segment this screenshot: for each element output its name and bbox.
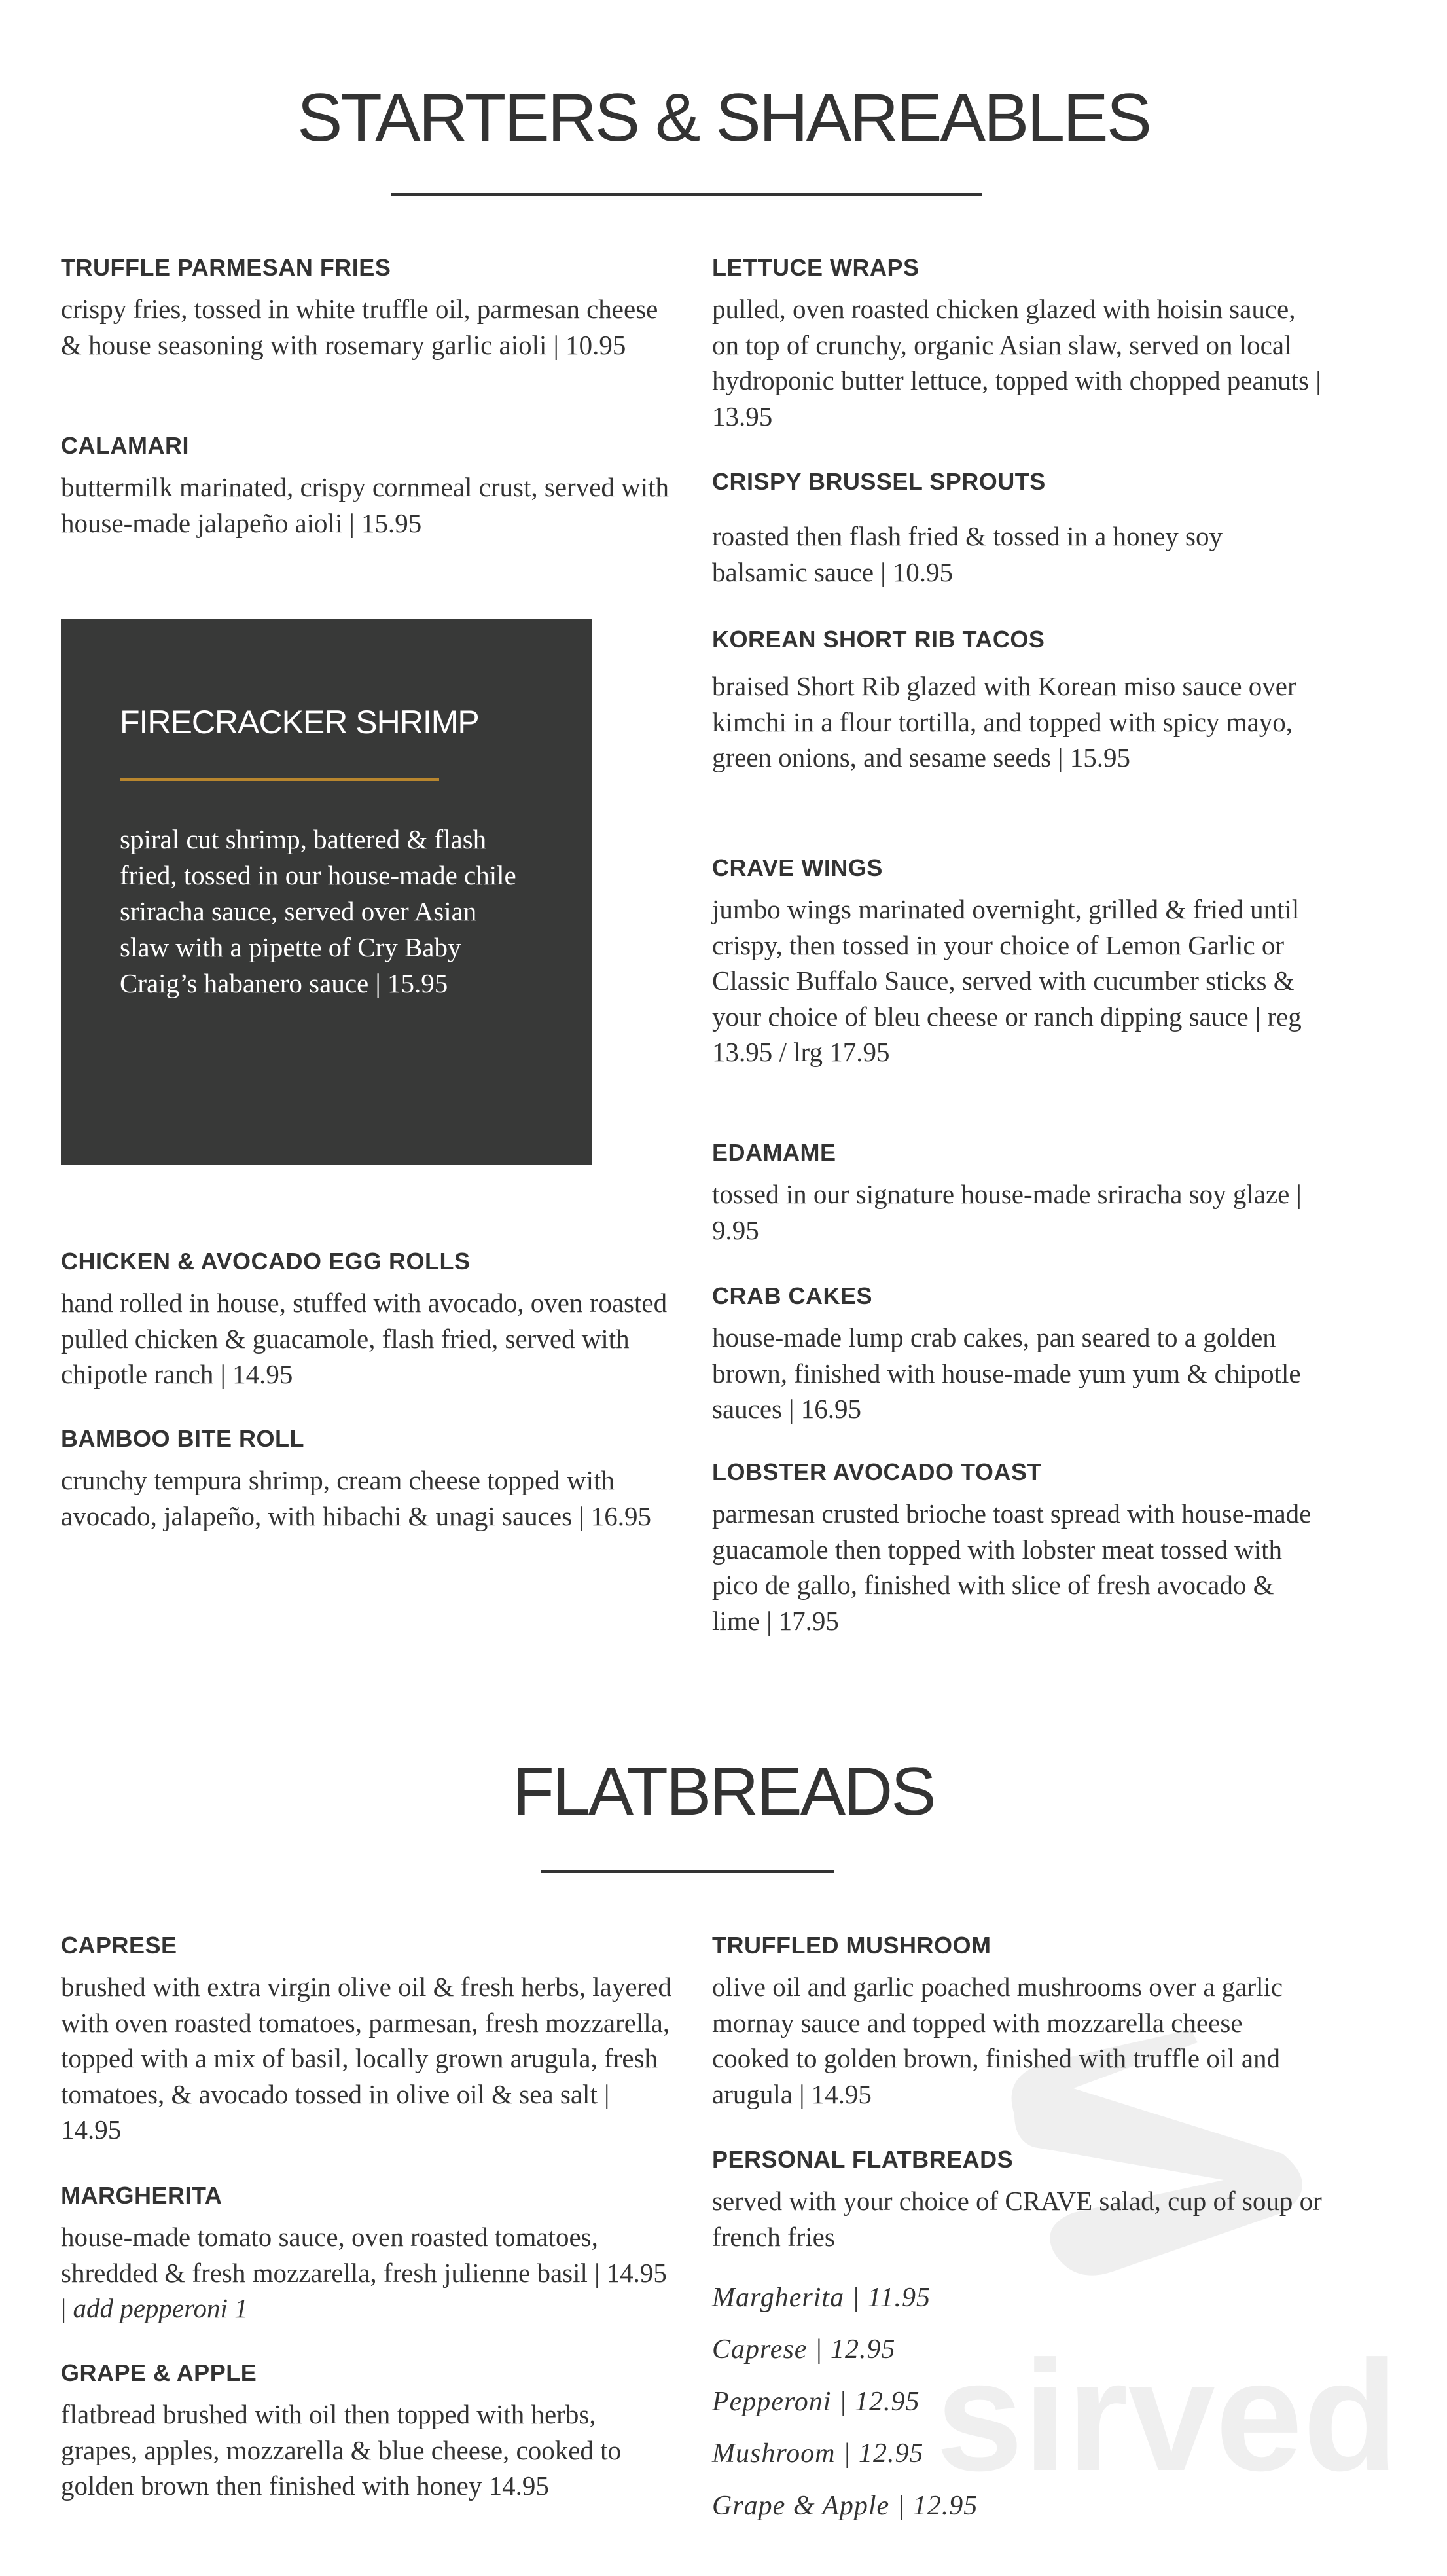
item-desc: served with your choice of CRAVE salad, cup of soup or french fries <box>712 2186 1322 2252</box>
item-name: CALAMARI <box>61 432 189 459</box>
title-divider <box>391 193 982 196</box>
section-title-starters: STARTERS & SHAREABLES <box>297 80 1150 156</box>
item-name: EDAMAME <box>712 1139 836 1166</box>
featured-item-box <box>61 619 592 1165</box>
menu-item <box>61 2356 673 2504</box>
item-desc: house-made tomato sauce, oven roasted tomatoes, shredded & fresh mozzarella, fresh julienne basil | 14.95 | add pepperoni 1 <box>61 2222 667 2323</box>
item-desc: olive oil and garlic poached mushrooms over a garlic mornay sauce and topped with mozzarella cheese cooked to golden brown, finished with truffle oil and arugula | 14.95 <box>712 1972 1283 2109</box>
menu-item <box>712 251 1324 434</box>
item-desc: roasted then flash fried & tossed in a honey soy balsamic sauce | 10.95 <box>712 521 1223 587</box>
section-title-flatbreads: FLATBREADS <box>512 1754 935 1830</box>
item-name: CRAVE WINGS <box>712 854 883 881</box>
menu-item <box>712 623 1324 776</box>
item-name: TRUFFLE PARMESAN FRIES <box>61 254 391 281</box>
item-name: GRAPE & APPLE <box>61 2359 257 2386</box>
item-desc: buttermilk marinated, crispy cornmeal crust, served with house-made jalapeño aioli | 15.95 <box>61 472 670 538</box>
personal-flatbread-option: Caprese | 12.95 <box>712 2334 896 2365</box>
item-desc: jumbo wings marinated overnight, grilled & fried until crispy, then tossed in your choice of Lemon Garlic or Classic Buffalo Sauce, served with cucumber sticks & your choice of bleu cheese or ranch dipping sauce | reg 13.95 / lrg 17.95 <box>712 894 1302 1067</box>
item-addon: add pepperoni 1 <box>73 2293 248 2323</box>
item-desc: pulled, oven roasted chicken glazed with hoisin sauce, on top of crunchy, organic Asian slaw, served on local hydroponic butter lettuce, topped with chopped peanuts | 13.95 <box>712 294 1321 431</box>
menu-item <box>712 851 1324 1070</box>
item-desc: crunchy tempura shrimp, cream cheese topped with avocado, jalapeño, with hibachi & unagi sauces | 16.95 <box>61 1465 651 1531</box>
menu-item <box>712 2143 1324 2255</box>
personal-flatbread-option: Grape & Apple | 12.95 <box>712 2491 978 2521</box>
menu-item <box>61 1422 673 1534</box>
item-desc: hand rolled in house, stuffed with avocado, oven roasted pulled chicken & guacamole, flash fried, served with chipotle ranch | 14.95 <box>61 1288 668 1389</box>
personal-flatbread-option: Pepperoni | 12.95 <box>712 2387 920 2417</box>
item-name: MARGHERITA <box>61 2182 223 2209</box>
item-name: CRAB CAKES <box>712 1282 873 1309</box>
menu-item <box>712 1136 1324 1248</box>
menu-item <box>712 1929 1324 2112</box>
item-name: BAMBOO BITE ROLL <box>61 1425 304 1452</box>
item-name: TRUFFLED MUSHROOM <box>712 1932 991 1959</box>
menu-item <box>712 465 1324 590</box>
menu-item <box>61 1929 673 2148</box>
menu-item <box>712 1279 1324 1427</box>
watermark-text: sirved <box>936 2328 1399 2503</box>
featured-divider <box>120 778 439 781</box>
item-name: LOBSTER AVOCADO TOAST <box>712 1459 1042 1485</box>
item-desc: brushed with extra virgin olive oil & fresh herbs, layered with oven roasted tomatoes, parmesan, fresh mozzarella, topped with a mix of basil, locally grown arugula, fresh tomatoes, & avocado tossed in olive oil & sea salt | 14.95 <box>61 1972 671 2145</box>
title-divider <box>541 1870 834 1873</box>
featured-item-name: FIRECRACKER SHRIMP <box>120 704 479 740</box>
personal-flatbread-option: Mushroom | 12.95 <box>712 2439 924 2469</box>
item-name: CAPRESE <box>61 1932 177 1959</box>
menu-item <box>61 251 673 363</box>
item-desc: house-made lump crab cakes, pan seared to a golden brown, finished with house-made yum yum & chipotle sauces | 16.95 <box>712 1322 1301 1424</box>
personal-flatbread-option: Margherita | 11.95 <box>712 2283 931 2313</box>
item-desc: tossed in our signature house-made sriracha soy glaze | 9.95 <box>712 1179 1302 1245</box>
item-desc: crispy fries, tossed in white truffle oil, parmesan cheese & house seasoning with rosemary garlic aioli | 10.95 <box>61 294 658 360</box>
menu-item <box>712 1455 1324 1639</box>
featured-item-desc: spiral cut shrimp, battered & flash fried, tossed in our house-made chile sriracha sauce, served over Asian slaw with a pipette of Cry Baby Craig’s habanero sauce | 15.95 <box>120 824 516 998</box>
menu-item <box>61 429 673 541</box>
item-name: LETTUCE WRAPS <box>712 254 920 281</box>
item-name: CRISPY BRUSSEL SPROUTS <box>712 468 1046 495</box>
menu-item <box>61 2179 673 2327</box>
item-name: PERSONAL FLATBREADS <box>712 2146 1014 2173</box>
item-name: CHICKEN & AVOCADO EGG ROLLS <box>61 1248 471 1275</box>
item-desc: flatbread brushed with oil then topped with herbs, grapes, apples, mozzarella & blue cheese, cooked to golden brown then finished with honey 14.95 <box>61 2399 622 2501</box>
item-name: KOREAN SHORT RIB TACOS <box>712 626 1045 653</box>
menu-item <box>61 1244 673 1392</box>
item-desc: braised Short Rib glazed with Korean miso sauce over kimchi in a flour tortilla, and topped with spicy mayo, green onions, and sesame seeds | 15.95 <box>712 671 1296 772</box>
item-desc: parmesan crusted brioche toast spread with house-made guacamole then topped with lobster meat tossed with pico de gallo, finished with slice of fresh avocado & lime | 17.95 <box>712 1498 1312 1636</box>
